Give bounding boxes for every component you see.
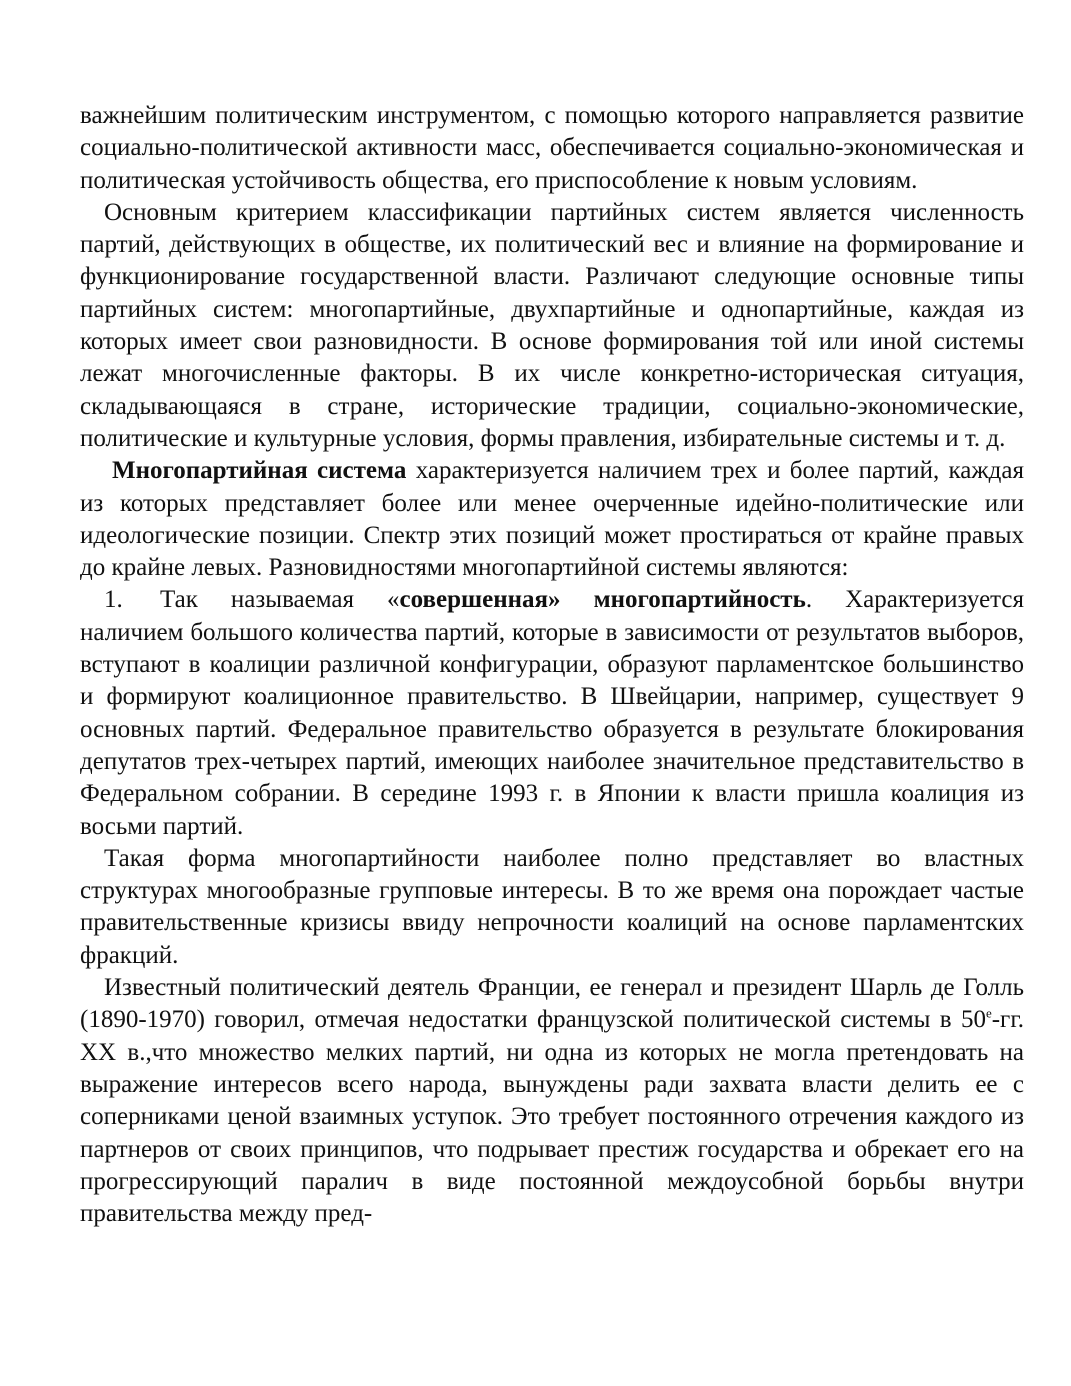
superscript-ending: е	[985, 1005, 992, 1021]
list-item-number: 1.	[104, 586, 123, 614]
paragraph-de-gaulle-start: Известный политический деятель Франции, ее генерал и президент Шарль де Голль (1890-1970) говорил, отмечая недостатки французской политической системы в 50	[80, 974, 1024, 1034]
list-item-prefix: Так называемая «	[160, 586, 400, 614]
paragraph-interests: Такая форма многопартийности наиболее полно представляет во властных структурах многообразные групповые интересы. В то же время она порождает частые правительственные кризисы ввиду непрочности коалиций на основе парламентских фракций.	[80, 844, 1024, 969]
list-item-text: . Характеризуется наличием большого количества партий, которые в зависимости от результатов выборов, вступают в коалиции различной конфигурации, образуют парламентское большинство и формируют коалиционное правительство. В Швейцарии, например, существует 9 основных партий. Федеральное правительство образуется в результате блокирования депутатов трех-четырех партий, имеющих наиболее значительное представительство в Федеральном собрании. В середине 1993 г. в Японии к власти пришла коалиция из восьми партий.	[80, 586, 1025, 840]
paragraph-classification-criteria: Основным критерием классификации партийных систем является численность партий, действующих в обществе, их политический вес и влияние на формирование и функционирование государственной власти. Различают следующие основные типы партийных систем: многопартийные, двухпартийные и однопартийные, каждая из которых имеет свои разновидности. В основе формирования той или иной системы лежат многочисленные факторы. В их числе конкретно-историческая ситуация, складывающаяся в стране, исторические традиции, социально-экономические, политические и культурные условия, формы правления, избирательные системы и т. д.	[80, 198, 1024, 452]
paragraph-continuation: важнейшим политическим инструментом, с помощью которого направляется развитие социально-политической активности масс, обеспечивается социально-экономическая и политическая устойчивость общества, его приспособление к новым условиям.	[80, 102, 1024, 194]
list-item-perfect-multiparty	[80, 584, 1024, 842]
term-multiparty-system: Многопартийная система	[112, 457, 407, 485]
document-page	[80, 100, 1024, 1230]
paragraph-multiparty-system	[80, 455, 1024, 584]
paragraph-de-gaulle	[80, 972, 1024, 1230]
paragraph-multiparty-text: характеризуется наличием трех и более партий, каждая из которых представляет более или менее очерченные идейно-политические или идеологические позиции. Спектр этих позиций может простираться от крайне правых до крайне левых. Разновидностями многопартийной системы являются:	[80, 457, 1024, 582]
paragraph-de-gaulle-end: -гг. XX в.,что множество мелких партий, ни одна из которых не могла претендовать на выражение интересов всего народа, вынуждены ради захвата власти делить ее с соперниками ценой взаимных уступок. Это требует постоянного отречения каждого из партнеров от своих принципов, что подрывает престиж государства и обрекает его на прогрессирующий паралич в виде постоянной междоусобной борьбы внутри правительства между пред-	[80, 1006, 1024, 1228]
term-perfect-multiparty: совершенная» многопартийность	[399, 586, 806, 614]
